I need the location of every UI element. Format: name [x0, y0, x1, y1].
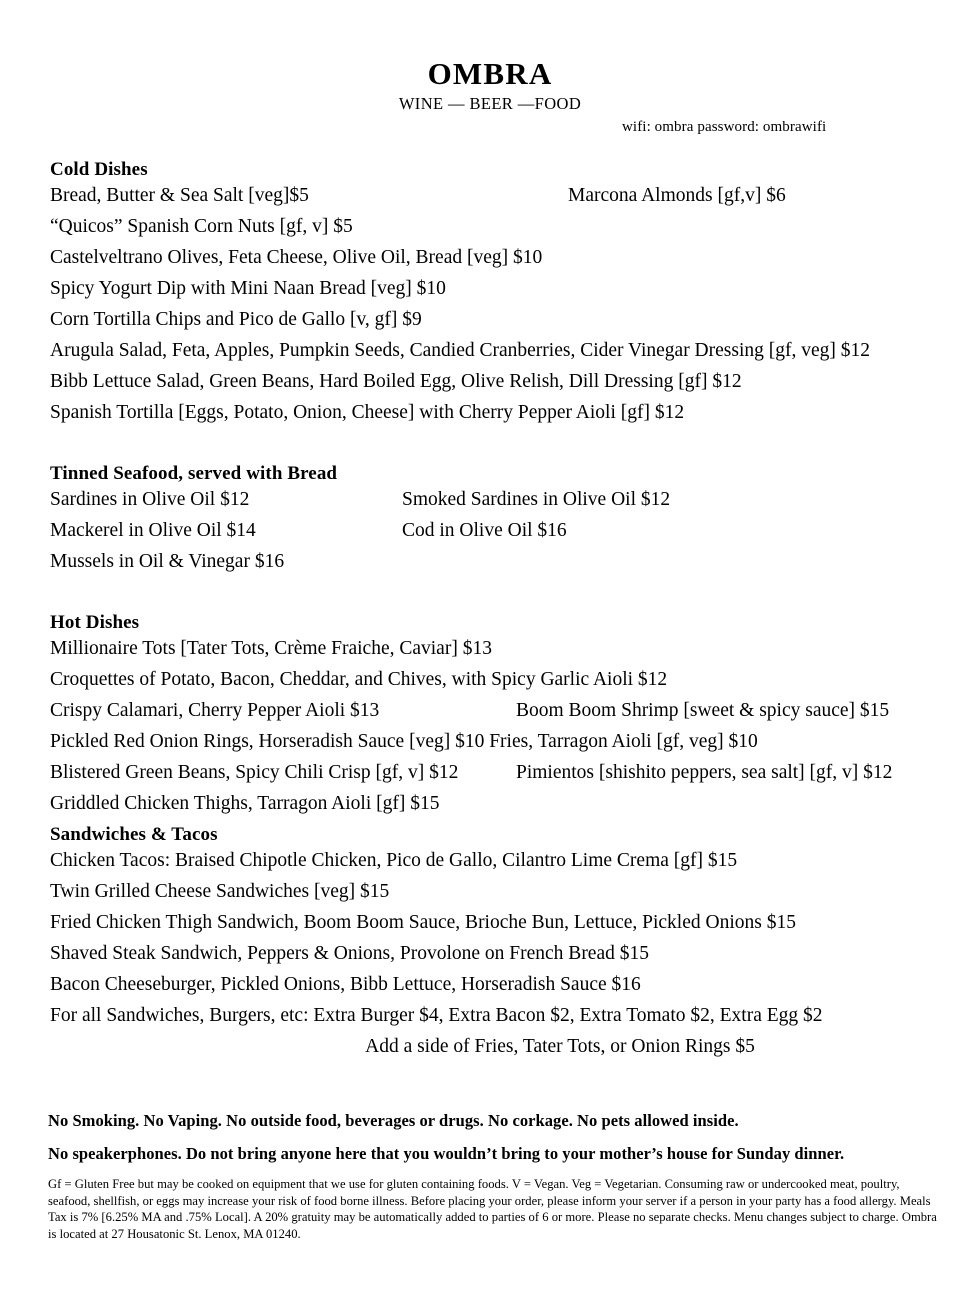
menu-item-row [50, 248, 950, 279]
menu-item-text-secondary: Smoked Sardines in Olive Oil $12 [402, 489, 671, 510]
menu-item-row [50, 310, 950, 341]
menu-item-row [50, 186, 950, 217]
restaurant-tagline: WINE — BEER —FOOD [398, 94, 582, 113]
menu-item-row [50, 521, 950, 552]
menu-item-row [50, 490, 950, 521]
menu-item-text: Sardines in Olive Oil $12 [50, 489, 250, 510]
menu-item-row [50, 341, 950, 372]
masthead [0, 0, 980, 113]
section-heading-cold-dishes: Cold Dishes [50, 159, 148, 180]
hot-dishes-list [50, 639, 950, 825]
menu-item-text: Millionaire Tots [Tater Tots, Crème Fraiche, Caviar] $13 [50, 638, 492, 659]
menu-item-text-secondary: Pimientos [shishito peppers, sea salt] [gf, v] $12 [516, 762, 893, 783]
menu-item-text-secondary: Boom Boom Shrimp [sweet & spicy sauce] $15 [516, 700, 890, 721]
menu-item-row [50, 913, 950, 944]
menu-item-row [50, 732, 950, 763]
menu-item-text: Griddled Chicken Thighs, Tarragon Aioli [gf] $15 [50, 793, 440, 814]
menu-item-text: Bacon Cheeseburger, Pickled Onions, Bibb Lettuce, Horseradish Sauce $16 [50, 974, 641, 995]
legal-disclaimer: Gf = Gluten Free but may be cooked on equipment that we use for gluten containing foods. V = Vegan. Veg = Vegetarian. Consuming raw or undercooked meat, poultry, seafood, shellfish, or eggs may increase your risk of food borne illness. Before placing your order, please inform your server if a person in your party has a food allergy. Meals Tax is 7% [6.25% MA and .75% Local]. A 20% gratuity may be automatically added to parties of 6 or more. Please no separate checks. Menu changes subject to charge. Ombra is located at 27 Housatonic St. Lenox, MA 01240. [48, 1177, 937, 1241]
menu-item-row [50, 639, 950, 670]
menu-item-row [50, 794, 950, 825]
policy-line-one: No Smoking. No Vaping. No outside food, beverages or drugs. No corkage. No pets allowed inside. [48, 1111, 739, 1130]
menu-item-row [50, 1006, 950, 1037]
menu-content [50, 160, 950, 1068]
menu-item-row [50, 975, 950, 1006]
section-hot-dishes [50, 613, 950, 825]
menu-item-text: Croquettes of Potato, Bacon, Cheddar, and Chives, with Spicy Garlic Aioli $12 [50, 669, 668, 690]
menu-item-row [50, 944, 950, 975]
side-add-on-note: Add a side of Fries, Tater Tots, or Onion Rings $5 [365, 1036, 755, 1057]
menu-item-text: Fried Chicken Thigh Sandwich, Boom Boom Sauce, Brioche Bun, Lettuce, Pickled Onions $15 [50, 912, 796, 933]
menu-item-text: Twin Grilled Cheese Sandwiches [veg] $15 [50, 881, 390, 902]
menu-item-row [50, 670, 950, 701]
menu-item-text: Spicy Yogurt Dip with Mini Naan Bread [veg] $10 [50, 278, 446, 299]
menu-item-text: Bibb Lettuce Salad, Green Beans, Hard Boiled Egg, Olive Relish, Dill Dressing [gf] $12 [50, 371, 742, 392]
menu-item-row [50, 217, 950, 248]
menu-item-text: Spanish Tortilla [Eggs, Potato, Onion, Cheese] with Cherry Pepper Aioli [gf] $12 [50, 402, 685, 423]
menu-item-row [50, 552, 950, 583]
menu-item-text: Chicken Tacos: Braised Chipotle Chicken, Pico de Gallo, Cilantro Lime Crema [gf] $15 [50, 850, 738, 871]
menu-item-row [50, 403, 950, 434]
footer [48, 1113, 948, 1242]
menu-item-text: Corn Tortilla Chips and Pico de Gallo [v, gf] $9 [50, 309, 422, 330]
menu-item-row [50, 701, 950, 732]
menu-item-text: Crispy Calamari, Cherry Pepper Aioli $13 [50, 700, 380, 721]
section-sandwiches-tacos [50, 825, 950, 1068]
menu-item-row [50, 279, 950, 310]
menu-item-text: Mussels in Oil & Vinegar $16 [50, 551, 285, 572]
tinned-seafood-list [50, 490, 950, 583]
menu-item-text: Arugula Salad, Feta, Apples, Pumpkin Seeds, Candied Cranberries, Cider Vinegar Dressing [gf, veg] $12 [50, 340, 871, 361]
menu-item-text: Blistered Green Beans, Spicy Chili Crisp [gf, v] $12 [50, 762, 459, 783]
menu-item-row [50, 882, 950, 913]
menu-item-text: For all Sandwiches, Burgers, etc: Extra Burger $4, Extra Bacon $2, Extra Tomato $2, Extra Egg $2 [50, 1005, 823, 1026]
menu-item-text: “Quicos” Spanish Corn Nuts [gf, v] $5 [50, 216, 353, 237]
menu-item-text-secondary: Marcona Almonds [gf,v] $6 [568, 185, 786, 206]
section-tinned-seafood [50, 464, 950, 583]
menu-item-text: Shaved Steak Sandwich, Peppers & Onions, Provolone on French Bread $15 [50, 943, 649, 964]
menu-item-row [50, 851, 950, 882]
section-cold-dishes [50, 160, 950, 434]
menu-item-text: Pickled Red Onion Rings, Horseradish Sauce [veg] $10 Fries, Tarragon Aioli [gf, veg] $10 [50, 731, 758, 752]
spacer [50, 434, 950, 464]
menu-item-row [50, 763, 950, 794]
restaurant-name: OMBRA [427, 56, 553, 91]
section-heading-hot-dishes: Hot Dishes [50, 612, 140, 633]
spacer [50, 583, 950, 613]
wifi-info: wifi: ombra password: ombrawifi [622, 119, 827, 135]
cold-dishes-list [50, 186, 950, 434]
menu-item-text: Bread, Butter & Sea Salt [veg]$5 [50, 185, 309, 206]
section-heading-tinned-seafood: Tinned Seafood, served with Bread [50, 463, 338, 484]
menu-item-text-secondary: Cod in Olive Oil $16 [402, 520, 567, 541]
menu-item-text: Mackerel in Olive Oil $14 [50, 520, 256, 541]
policy-line-two: No speakerphones. Do not bring anyone here that you wouldn’t bring to your mother’s house for Sunday dinner. [48, 1143, 845, 1163]
sandwiches-tacos-list [50, 851, 950, 1037]
section-heading-sandwiches-tacos: Sandwiches & Tacos [50, 824, 218, 845]
menu-item-row [50, 372, 950, 403]
menu-item-text: Castelveltrano Olives, Feta Cheese, Olive Oil, Bread [veg] $10 [50, 247, 543, 268]
